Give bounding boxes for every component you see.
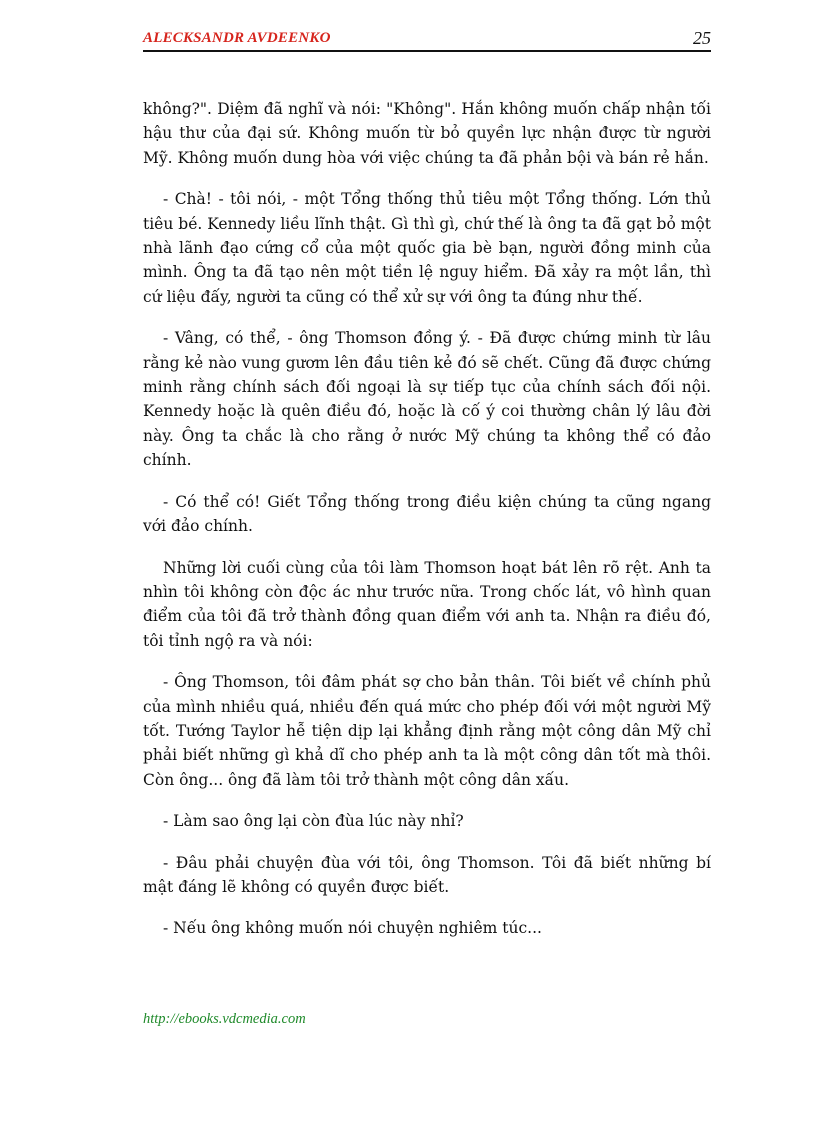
paragraph-5: Những lời cuối cùng của tôi làm Thomson hoạt bát lên rõ rệt. Anh ta nhìn tôi không còn độc ác như trước nữa. Trong chốc lát, vô hình quan điểm của tôi đã trở thành đồng quan điểm với anh ta. Nhận ra điều đó, tôi tỉnh ngộ ra và nói: xyxy=(143,558,711,650)
header-divider xyxy=(143,50,711,52)
paragraph-4: - Có thể có! Giết Tổng thống trong điều kiện chúng ta cũng ngang với đảo chính. xyxy=(143,492,711,536)
paragraph-7: - Làm sao ông lại còn đùa lúc này nhỉ? xyxy=(163,812,464,831)
paragraph-3: - Vâng, có thể, - ông Thomson đồng ý. - Đã được chứng minh từ lâu rằng kẻ nào vung gươm lên đầu tiên kẻ đó sẽ chết. Cũng đã được chứng minh rằng chính sách đối ngoại là sự tiếp tục của chính sách đối nội. Kennedy hoặc là quên điều đó, hoặc là cố ý coi thường chân lý lâu đời này. Ông ta chắc là cho rằng ở nước Mỹ chúng ta không thể có đảo chính. xyxy=(143,329,711,470)
author-name: ALECKSANDR AVDEENKO xyxy=(143,30,331,46)
paragraph-6: - Ông Thomson, tôi đâm phát sợ cho bản thân. Tôi biết về chính phủ của mình nhiều quá, nhiều đến quá mức cho phép đối với một người Mỹ tốt. Tướng Taylor hễ tiện dịp lại khẳng định rằng một công dân Mỹ chỉ phải biết những gì khả dĩ cho phép anh ta là một công dân tốt mà thôi. Còn ông... ông đã làm tôi trở thành một công dân xấu. xyxy=(143,673,711,789)
footer-link[interactable]: http://ebooks.vdcmedia.com xyxy=(143,1011,306,1027)
paragraph-8: - Đâu phải chuyện đùa với tôi, ông Thomson. Tôi đã biết những bí mật đáng lẽ không có quyền được biết. xyxy=(143,853,711,896)
paragraph-1: không?". Diệm đã nghĩ và nói: "Không". Hắn không muốn chấp nhận tối hậu thư của đại sứ. Không muốn từ bỏ quyền lực nhận được từ người Mỹ. Không muốn dung hòa với việc chúng ta đã phản bội và bán rẻ hắn. xyxy=(143,100,711,167)
page-number: 25 xyxy=(693,28,711,48)
page-body xyxy=(143,97,711,958)
paragraph-9: - Nếu ông không muốn nói chuyện nghiêm túc... xyxy=(163,919,542,938)
paragraph-2: - Chà! - tôi nói, - một Tổng thống thủ tiêu một Tổng thống. Lớn thủ tiêu bé. Kennedy liều lĩnh thật. Gì thì gì, chứ thế là ông ta đã gạt bỏ một nhà lãnh đạo cứng cổ của một quốc gia bè bạn, người đồng minh của mình. Ông ta đã tạo nên một tiền lệ nguy hiểm. Đã xảy ra một lần, thì cứ liệu đấy, người ta cũng có thể xử sự với ông ta đúng như thế. xyxy=(143,190,711,306)
page-header xyxy=(143,28,711,52)
